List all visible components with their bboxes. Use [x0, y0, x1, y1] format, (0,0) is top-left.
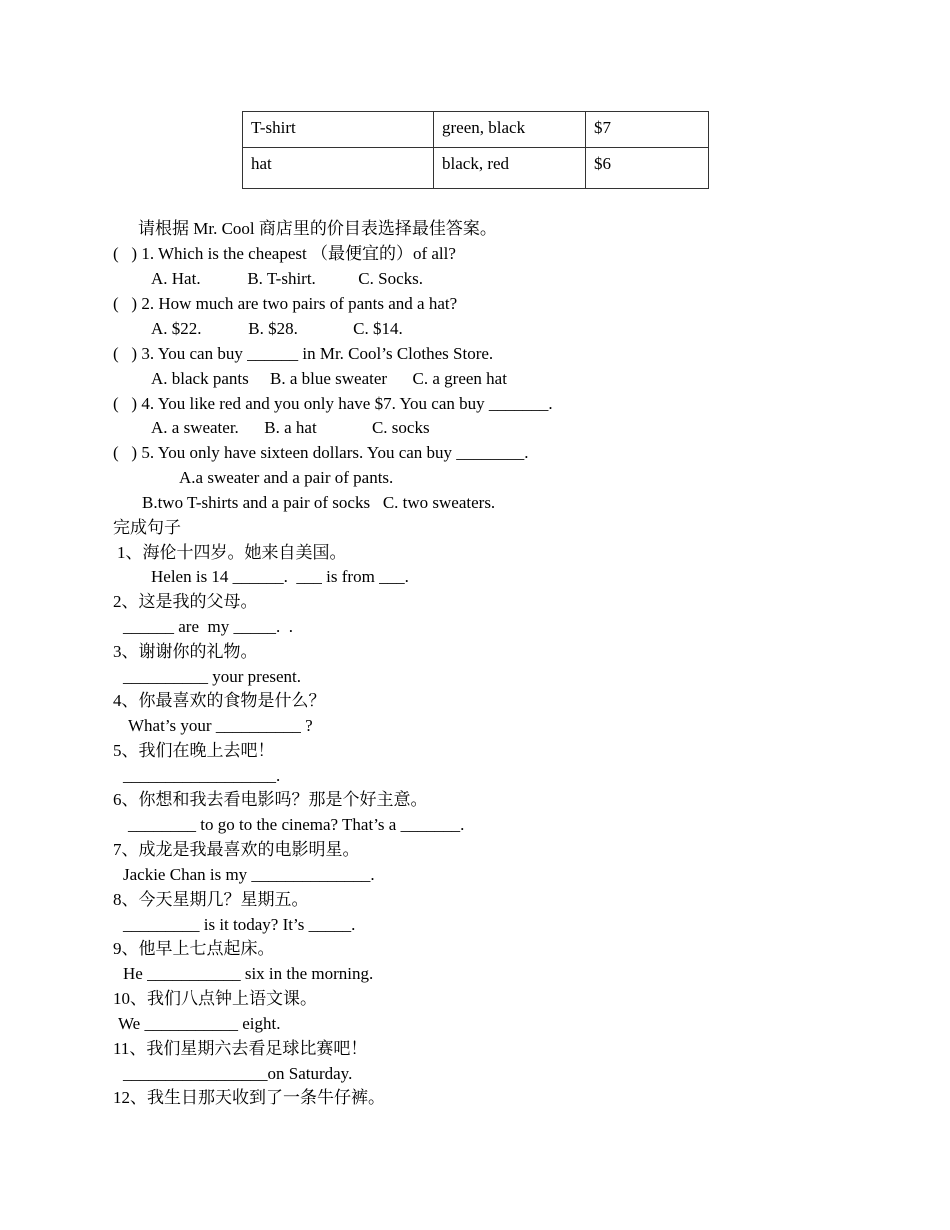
sentence-english: What’s your __________ ? — [128, 716, 313, 735]
sentence-chinese: 3、谢谢你的礼物。 — [113, 642, 258, 661]
table-row — [243, 112, 709, 148]
question-stem: ( ) 1. Which is the cheapest （最便宜的）of all? — [113, 244, 456, 263]
sentence-english: Helen is 14 ______. ___ is from ___. — [151, 567, 409, 586]
sentence-chinese: 11、我们星期六去看足球比赛吧！ — [113, 1039, 368, 1058]
question-options: A. a sweater. B. a hat C. socks — [151, 418, 430, 437]
question-stem: ( ) 4. You like red and you only have $7. You can buy _______. — [113, 394, 553, 413]
price-table — [242, 111, 709, 189]
question-stem: ( ) 3. You can buy ______ in Mr. Cool’s Clothes Store. — [113, 344, 494, 363]
sentence-chinese: 4、你最喜欢的食物是什么？ — [113, 691, 326, 710]
sentence-chinese: 12、我生日那天收到了一条牛仔裤。 — [113, 1088, 385, 1107]
table-cell: $6 — [586, 148, 709, 189]
sentence-english: ________ to go to the cinema? That’s a _______. — [128, 815, 465, 834]
sentence-chinese: 8、今天星期几？星期五。 — [113, 890, 309, 909]
question-options: B.two T-shirts and a pair of socks C. two sweaters. — [142, 493, 496, 512]
sentence-chinese: 5、我们在晚上去吧！ — [113, 741, 275, 760]
question-options: A. Hat. B. T-shirt. C. Socks. — [151, 269, 424, 288]
sentence-english: __________ your present. — [123, 667, 302, 686]
sentence-english: We ___________ eight. — [118, 1014, 281, 1033]
table-cell: $7 — [586, 112, 709, 148]
section1-instruction: 请根据 Mr. Cool 商店里的价目表选择最佳答案。 — [138, 219, 497, 238]
table-cell: hat — [243, 148, 434, 189]
question-options: A. black pants B. a blue sweater C. a green hat — [151, 369, 507, 388]
question-stem: ( ) 2. How much are two pairs of pants and a hat? — [113, 294, 458, 313]
sentence-chinese: 2、这是我的父母。 — [113, 592, 258, 611]
table-cell: black, red — [434, 148, 586, 189]
question-options: A.a sweater and a pair of pants. — [179, 468, 394, 487]
question-options: A. $22. B. $28. C. $14. — [151, 319, 403, 338]
table-cell: T-shirt — [243, 112, 434, 148]
sentence-english: __________________. — [123, 766, 281, 785]
sentence-chinese: 1、海伦十四岁。她来自美国。 — [117, 543, 347, 562]
section2-title: 完成句子 — [113, 518, 181, 537]
sentence-chinese: 9、他早上七点起床。 — [113, 939, 275, 958]
question-stem: ( ) 5. You only have sixteen dollars. You can buy ________. — [113, 443, 529, 462]
sentence-english: _________ is it today? It’s _____. — [123, 915, 356, 934]
sentence-chinese: 6、你想和我去看电影吗？那是个好主意。 — [113, 790, 428, 809]
sentence-english: _________________on Saturday. — [123, 1064, 353, 1083]
sentence-chinese: 7、成龙是我最喜欢的电影明星。 — [113, 840, 360, 859]
table-cell: green, black — [434, 112, 586, 148]
table-row — [243, 148, 709, 189]
sentence-english: He ___________ six in the morning. — [123, 964, 374, 983]
sentence-chinese: 10、我们八点钟上语文课。 — [113, 989, 317, 1008]
sentence-english: Jackie Chan is my ______________. — [123, 865, 375, 884]
sentence-english: ______ are my _____. . — [123, 617, 293, 636]
